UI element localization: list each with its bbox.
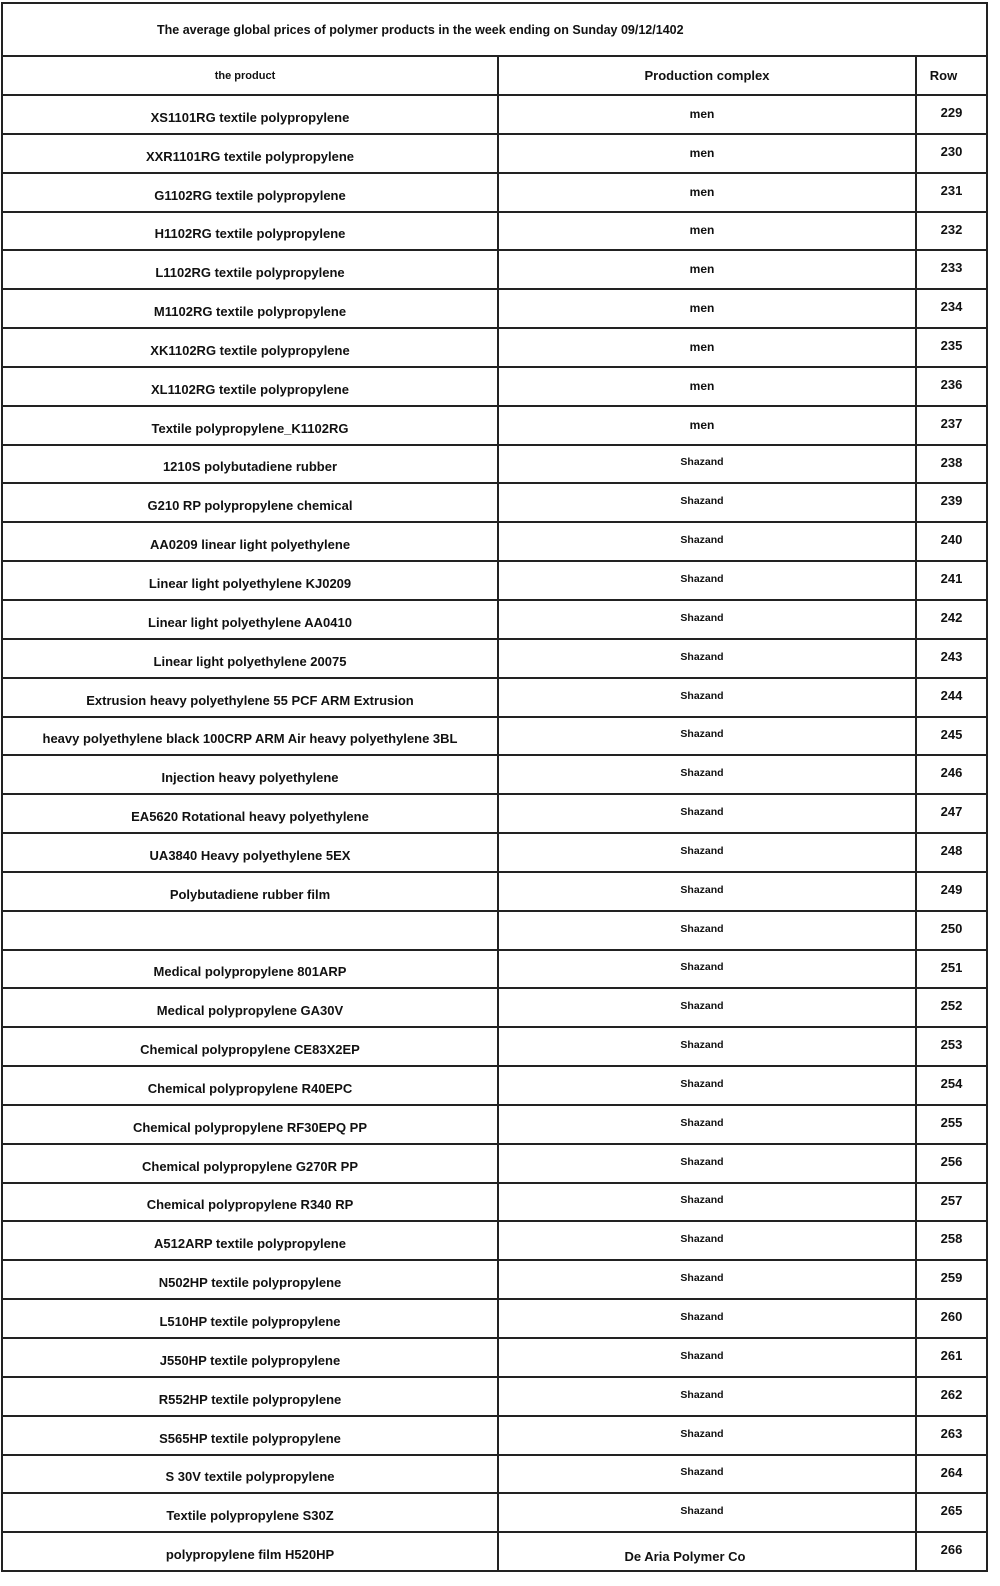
table-row — [3, 756, 986, 795]
table-row — [3, 1533, 986, 1572]
page-title: The average global prices of polymer products in the week ending on Sunday 09/12/1402 — [157, 22, 684, 37]
row-number-cell: 244 — [940, 687, 963, 703]
table-row — [3, 1494, 986, 1533]
production-complex-cell: Shazand — [499, 989, 917, 1026]
product-cell: Textile polypropylene_K1102RG — [3, 407, 499, 444]
table-row — [3, 989, 986, 1028]
row-number-cell: 254 — [940, 1076, 963, 1092]
production-complex-cell: Shazand — [499, 601, 917, 638]
table-body — [3, 96, 986, 1572]
product-cell: Extrusion heavy polyethylene 55 PCF ARM Extrusion — [3, 679, 499, 716]
table-row — [3, 523, 986, 562]
production-complex-cell: Shazand — [499, 1456, 917, 1493]
production-complex-cell: Shazand — [499, 523, 917, 560]
product-cell: J550HP textile polypropylene — [3, 1339, 499, 1376]
table-title-row — [3, 4, 986, 57]
product-cell: XXR1101RG textile polypropylene — [3, 135, 499, 172]
product-cell: Polybutadiene rubber film — [3, 873, 499, 910]
table-row — [3, 834, 986, 873]
row-number-cell: 255 — [940, 1114, 963, 1130]
row-number-cell: 241 — [940, 571, 963, 587]
table-row — [3, 407, 986, 446]
row-number-cell: 229 — [940, 105, 963, 120]
production-complex-cell: Shazand — [499, 1261, 917, 1298]
row-number-cell: 247 — [940, 804, 963, 820]
row-number-cell: 235 — [940, 338, 963, 354]
table-row — [3, 290, 986, 329]
row-number-cell: 239 — [940, 493, 963, 509]
product-cell: H1102RG textile polypropylene — [3, 213, 499, 250]
product-cell: Chemical polypropylene R40EPC — [3, 1067, 499, 1104]
production-complex-cell: Shazand — [499, 834, 917, 871]
table-row — [3, 1028, 986, 1067]
product-cell: L510HP textile polypropylene — [3, 1300, 499, 1337]
table-row — [3, 1339, 986, 1378]
table-row — [3, 174, 986, 213]
product-cell: Chemical polypropylene G270R PP — [3, 1145, 499, 1182]
row-number-cell: 230 — [940, 143, 963, 159]
production-complex-cell: Shazand — [499, 756, 917, 793]
table-row — [3, 1067, 986, 1106]
product-cell: S 30V textile polypropylene — [3, 1456, 499, 1493]
production-complex-cell: Shazand — [499, 1106, 917, 1143]
row-number-cell: 245 — [940, 726, 963, 742]
row-number-cell: 256 — [940, 1153, 963, 1169]
product-cell: Chemical polypropylene R340 RP — [3, 1184, 499, 1221]
table-row — [3, 213, 986, 252]
row-number-cell: 237 — [940, 415, 963, 431]
column-header-complex: Production complex — [499, 57, 917, 94]
table-row — [3, 1261, 986, 1300]
row-number-cell: 261 — [940, 1348, 963, 1363]
production-complex-cell: Shazand — [499, 1378, 917, 1415]
row-number-cell: 262 — [940, 1386, 963, 1402]
row-number-cell: 264 — [940, 1464, 963, 1480]
product-cell: 1210S polybutadiene rubber — [3, 446, 499, 483]
row-number-cell: 243 — [940, 648, 963, 664]
column-header-row-number: Row — [929, 68, 958, 83]
table-row — [3, 562, 986, 601]
product-cell: Medical polypropylene 801ARP — [3, 951, 499, 988]
table-row — [3, 601, 986, 640]
product-cell: Linear light polyethylene 20075 — [3, 640, 499, 677]
production-complex-cell: Shazand — [499, 873, 917, 910]
table-row — [3, 135, 986, 174]
production-complex-cell: men — [499, 213, 917, 250]
row-number-cell: 251 — [940, 959, 963, 975]
product-cell: Linear light polyethylene AA0410 — [3, 601, 499, 638]
product-cell: L1102RG textile polypropylene — [3, 251, 499, 288]
product-cell: UA3840 Heavy polyethylene 5EX — [3, 834, 499, 871]
table-row — [3, 718, 986, 757]
row-number-cell: 260 — [940, 1309, 963, 1325]
table-row — [3, 1456, 986, 1495]
production-complex-cell: men — [499, 329, 917, 366]
production-complex-cell: Shazand — [499, 1417, 917, 1454]
table-row — [3, 251, 986, 290]
product-cell: Injection heavy polyethylene — [3, 756, 499, 793]
column-header-row — [3, 57, 986, 96]
row-number-cell: 249 — [940, 881, 963, 897]
production-complex-cell: De Aria Polymer Co — [499, 1533, 917, 1570]
product-cell: AA0209 linear light polyethylene — [3, 523, 499, 560]
table-row — [3, 1378, 986, 1417]
row-number-cell: 265 — [940, 1503, 963, 1519]
product-cell: A512ARP textile polypropylene — [3, 1222, 499, 1259]
production-complex-cell: Shazand — [499, 562, 917, 599]
row-number-cell: 236 — [940, 376, 963, 392]
table-row — [3, 1417, 986, 1456]
product-cell: N502HP textile polypropylene — [3, 1261, 499, 1298]
production-complex-cell: Shazand — [499, 446, 917, 483]
row-number-cell: 242 — [940, 609, 963, 625]
product-cell: polypropylene film H520HP — [3, 1533, 499, 1570]
row-number-cell: 233 — [940, 260, 963, 276]
production-complex-cell: Shazand — [499, 795, 917, 832]
product-cell: Textile polypropylene S30Z — [3, 1494, 499, 1531]
table-row — [3, 951, 986, 990]
row-number-cell: 248 — [940, 843, 963, 859]
table-row — [3, 1145, 986, 1184]
product-cell: XL1102RG textile polypropylene — [3, 368, 499, 405]
production-complex-cell: Shazand — [499, 640, 917, 677]
production-complex-cell: Shazand — [499, 1028, 917, 1065]
row-number-cell: 253 — [940, 1037, 963, 1053]
product-cell: S565HP textile polypropylene — [3, 1417, 499, 1454]
table-row — [3, 446, 986, 485]
product-cell: Chemical polypropylene CE83X2EP — [3, 1028, 499, 1065]
row-number-cell: 257 — [940, 1192, 963, 1208]
table-row — [3, 679, 986, 718]
production-complex-cell: men — [499, 290, 917, 327]
row-number-cell: 234 — [940, 299, 963, 315]
production-complex-cell: Shazand — [499, 1494, 917, 1531]
product-cell: M1102RG textile polypropylene — [3, 290, 499, 327]
table-row — [3, 1184, 986, 1223]
production-complex-cell: Shazand — [499, 679, 917, 716]
product-cell: heavy polyethylene black 100CRP ARM Air heavy polyethylene 3BL — [3, 718, 499, 755]
product-cell — [3, 912, 499, 949]
table-row — [3, 1222, 986, 1261]
production-complex-cell: Shazand — [499, 1222, 917, 1259]
row-number-cell: 231 — [940, 182, 963, 198]
production-complex-cell: Shazand — [499, 1145, 917, 1182]
product-cell: XS1101RG textile polypropylene — [3, 96, 499, 133]
product-cell: R552HP textile polypropylene — [3, 1378, 499, 1415]
row-number-cell: 240 — [940, 532, 963, 548]
table-row — [3, 368, 986, 407]
table-row — [3, 1300, 986, 1339]
production-complex-cell: Shazand — [499, 1339, 917, 1376]
row-number-cell: 238 — [940, 454, 963, 470]
column-header-product: the product — [3, 57, 499, 94]
product-cell: G1102RG textile polypropylene — [3, 174, 499, 211]
table-row — [3, 912, 986, 951]
production-complex-cell: Shazand — [499, 951, 917, 988]
row-number-cell: 259 — [940, 1270, 963, 1286]
row-number-cell: 266 — [940, 1542, 963, 1558]
product-cell: G210 RP polypropylene chemical — [3, 484, 499, 521]
row-number-cell: 263 — [940, 1425, 963, 1441]
production-complex-cell: men — [499, 135, 917, 172]
production-complex-cell: Shazand — [499, 1067, 917, 1104]
production-complex-cell: Shazand — [499, 912, 917, 949]
production-complex-cell: men — [499, 96, 917, 133]
product-cell: XK1102RG textile polypropylene — [3, 329, 499, 366]
production-complex-cell: Shazand — [499, 1184, 917, 1221]
production-complex-cell: Shazand — [499, 718, 917, 755]
price-table — [1, 2, 988, 1572]
product-cell: Linear light polyethylene KJ0209 — [3, 562, 499, 599]
production-complex-cell: Shazand — [499, 484, 917, 521]
table-row — [3, 873, 986, 912]
row-number-cell: 232 — [940, 221, 963, 237]
table-row — [3, 640, 986, 679]
product-cell: Chemical polypropylene RF30EPQ PP — [3, 1106, 499, 1143]
production-complex-cell: men — [499, 251, 917, 288]
row-number-cell: 258 — [940, 1231, 963, 1247]
row-number-cell: 246 — [940, 765, 963, 781]
production-complex-cell: men — [499, 174, 917, 211]
table-row — [3, 96, 986, 135]
production-complex-cell: men — [499, 407, 917, 444]
table-row — [3, 795, 986, 834]
product-cell: EA5620 Rotational heavy polyethylene — [3, 795, 499, 832]
production-complex-cell: Shazand — [499, 1300, 917, 1337]
table-row — [3, 329, 986, 368]
table-row — [3, 1106, 986, 1145]
product-cell: Medical polypropylene GA30V — [3, 989, 499, 1026]
table-row — [3, 484, 986, 523]
production-complex-cell: men — [499, 368, 917, 405]
row-number-cell: 252 — [940, 998, 963, 1014]
row-number-cell: 250 — [940, 920, 963, 936]
